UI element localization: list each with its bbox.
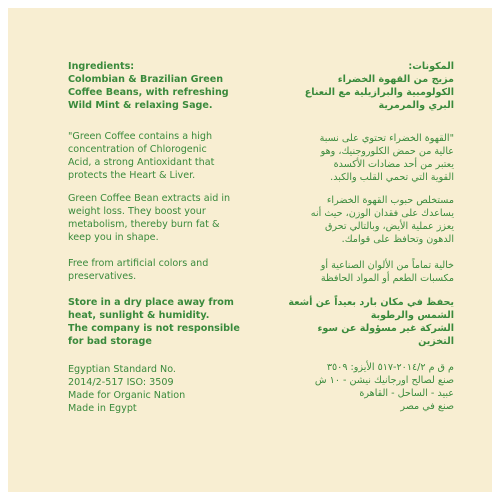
storage-text: Store in a dry place away from heat, sunlight & humidity. The company is not responsible for bad storage [68, 297, 240, 347]
free-from-text: Free from artificial colors and preservatives. [68, 258, 209, 282]
arabic-column [270, 60, 454, 413]
label-panel [8, 8, 492, 492]
ingredients-title-ar: المكونات: [408, 61, 454, 72]
free-from-text-ar: خالية تماماً من الألوان الصناعية أو مكسبات الطعم أو المواد الحافظة [320, 260, 454, 284]
ingredients-text: Colombian & Brazilian Green Coffee Beans, with refreshing Wild Mint & relaxing Sage. [68, 74, 229, 111]
standard-text-ar: م ق م ٢٠١٤/٢-٥١٧ الأيزو: ٣٥٠٩ صنع لصالح اورجانيك نيشن - ١٠ ش عبيد - الساحل - القاهرة صنع في مصر [314, 362, 454, 412]
chlorogenic-text: "Green Coffee contains a high concentration of Chlorogenic Acid, a strong Antioxidant that protects the Heart & Liver. [68, 131, 215, 181]
weight-loss-text-ar: مستخلص حبوب القهوة الخضراء يساعدك على فقدان الوزن، حيث أنه يعزز عملية الأيض، وبالتالي تحرق الدهون وتحافظ على قوامك. [310, 195, 454, 245]
ingredients-title: Ingredients: [68, 61, 135, 72]
weight-loss-text: Green Coffee Bean extracts aid in weight loss. They boost your metabolism, thereby burn fat & keep you in shape. [68, 193, 231, 243]
storage-text-ar: يحفظ في مكان بارد بعيداً عن أشعة الشمس والرطوبة الشركة غير مسؤولة عن سوء التخزين [288, 297, 454, 347]
english-column [68, 60, 263, 415]
ingredients-text-ar: مزيج من القهوة الخضراء الكولومبية والبرازيلية مع النعناع البري والمرمرية [304, 74, 454, 111]
chlorogenic-text-ar: "القهوة الخضراء تحتوي على نسبة عالية من حمض الكلوروجنيك، وهو يعتبر من أحد مضادات الأكسدة القوية التي تحمي القلب والكبد. [319, 133, 454, 183]
standard-text: Egyptian Standard No. 2014/2-517 ISO: 3509 Made for Organic Nation Made in Egypt [68, 364, 186, 414]
